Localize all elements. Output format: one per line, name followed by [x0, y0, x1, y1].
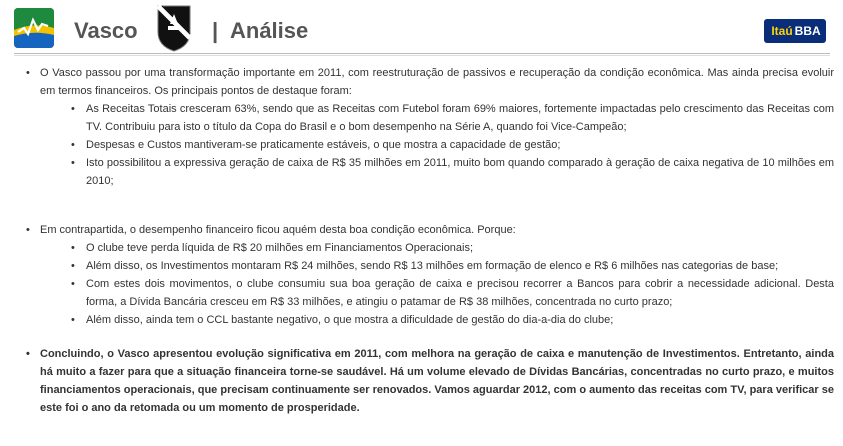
team-name: Vasco	[74, 18, 138, 43]
header-divider-shadow	[14, 55, 830, 56]
bullet-point: • Em contrapartida, o desempenho financeiro ficou aquém desta boa condição econômica. Porque:	[14, 221, 834, 239]
conclusion-paragraph: • Concluindo, o Vasco apresentou evolução significativa em 2011, com melhora na geração de caixa e manutenção de Investimentos. Entretanto, ainda há muito a fazer para que a situação financeira torne-se saudável. Há um volume elevado de Dívidas Bancárias, concentradas no curto prazo, e muitos financiamentos operacionais, que precisam continuamente ser renovados. Vamos aguardar 2012, com o aumento das receitas com TV, para verificar se este foi o ano da retomada ou um momento de prosperidade.	[14, 345, 834, 417]
header-divider	[14, 53, 830, 54]
sub-bullet-point: • Além disso, ainda tem o CCL bastante negativo, o que mostra a dificuldade de gestão do dia-a-dia do clube;	[14, 311, 834, 329]
sub-bullet-point: • Além disso, os Investimentos montaram R$ 24 milhões, sendo R$ 13 milhões em formação de elenco e R$ 6 milhões nas categorias de base;	[14, 257, 834, 275]
title-separator: |	[212, 18, 219, 43]
page-header	[0, 0, 843, 58]
sub-bullet-point: • Com estes dois movimentos, o clube consumiu sua boa geração de caixa e precisou recorrer a Bancos para cobrir a necessidade adicional. Desta forma, a Dívida Bancária cresceu em R$ 33 milhões, e atingiu o patamar de R$ 38 milhões, concentrada no curto prazo;	[14, 275, 834, 311]
sub-bullet-point: • Despesas e Custos mantiveram-se praticamente estáveis, o que mostra a capacidade de gestão;	[14, 136, 834, 154]
bank-logo-suffix: BBA	[794, 24, 821, 38]
sub-bullet-point: • As Receitas Totais cresceram 63%, sendo que as Receitas com Futebol foram 69% maiores, fortemente impactadas pelo crescimento das Receitas com TV. Contribuiu para isto o título da Copa do Brasil e o bom desempenho na Série A, quando foi Vice-Campeão;	[14, 100, 834, 136]
bank-logo	[764, 19, 826, 43]
club-crest-icon	[154, 2, 194, 52]
sub-bullet-point: • Isto possibilitou a expressiva geração de caixa de R$ 35 milhões em 2011, muito bom quando comparado à geração de caixa negativa de 10 milhões em 2010;	[14, 154, 834, 190]
analysis-content	[14, 64, 834, 417]
bullet-point: • O Vasco passou por uma transformação importante em 2011, com reestruturação de passivos e recuperação da condição econômica. Mas ainda precisa evoluir em termos financeiros. Os principais pontos de destaque foram:	[14, 64, 834, 100]
section-title: Análise	[230, 18, 309, 43]
sub-bullet-point: • O clube teve perda líquida de R$ 20 milhões em Financiamentos Operacionais;	[14, 239, 834, 257]
chart-logo-icon	[14, 8, 54, 48]
bank-logo-prefix: Itaú	[771, 24, 793, 38]
